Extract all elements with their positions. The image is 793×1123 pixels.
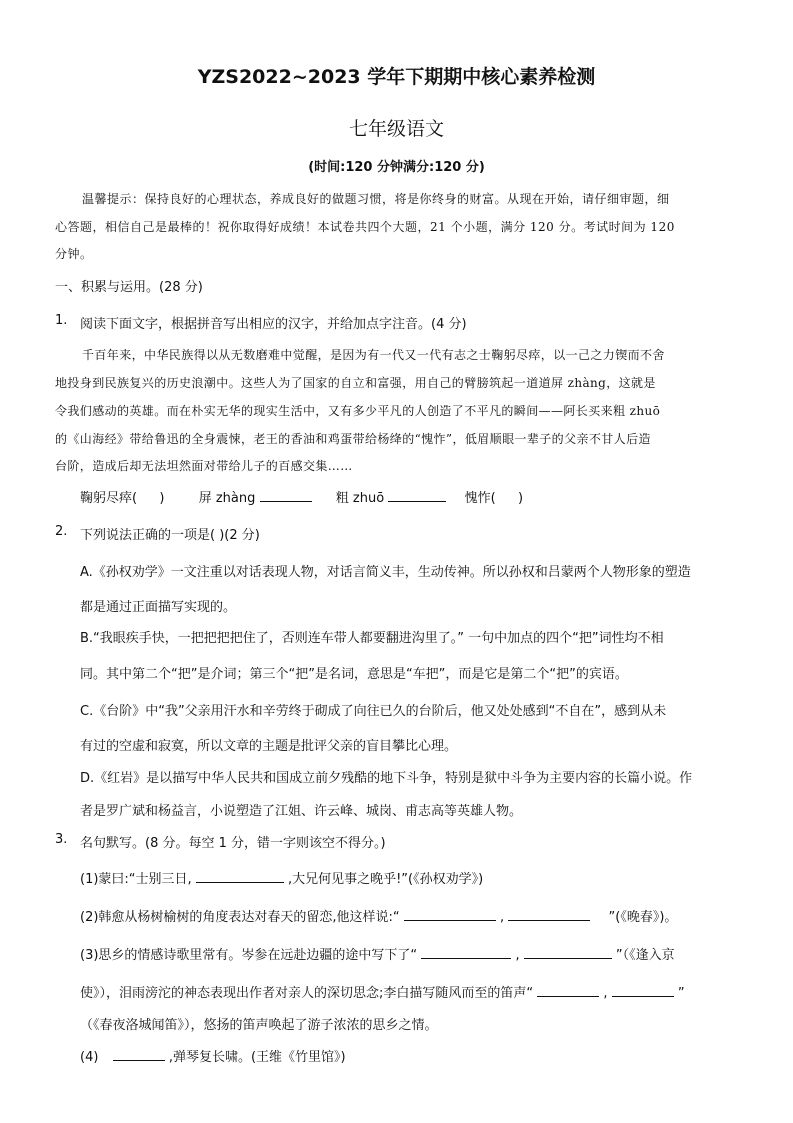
q3-prompt: 名句默写。(8 分。每空 1 分，错一字则该空不得分。): [80, 836, 386, 851]
q3-s3-quote-close: ”: [677, 986, 685, 1001]
q2-number: 2.: [55, 524, 68, 539]
q3-s3-text: (3)思乡的情感诗歌里常有。岑参在远赴边疆的途中写下了“: [80, 948, 418, 963]
notice-line-1: 温馨提示：保持良好的心理状态，养成良好的做题习惯，将是你终身的财富。从现在开始，请仔细审题，细: [82, 192, 670, 206]
q3-number: 3.: [55, 832, 68, 847]
q1-answer-row: [80, 487, 523, 506]
q3-sentence-4: [80, 1046, 346, 1065]
q2-option-d-cont: 者是罗广斌和杨益言，小说塑造了江姐、许云峰、城岗、甫志高等英雄人物。: [80, 804, 523, 819]
q1-item-d-close: ): [517, 491, 524, 506]
q3-s1-text: (1)蒙曰:“士别三日,: [80, 872, 192, 887]
q3-s3-source: ”（《逢入京: [615, 948, 675, 963]
q3-s2-source: ”(《晚春》)。: [608, 910, 678, 925]
q3-s3-comma: ,: [515, 948, 520, 963]
q1-number: 1.: [55, 313, 68, 328]
q1-item-a-label: 鞠躬尽瘁(: [80, 491, 138, 506]
q1-item-d-blank[interactable]: [500, 490, 514, 502]
q1-passage-line: 令我们感动的英雄。而在朴实无华的现实生活中，又有多少平凡的人创造了不平凡的瞬间——阿长买来粗 zhuō: [55, 404, 661, 418]
q2-option-b: B.“我眼疾手快，一把把把把住了，否则连车带人都要翻进沟里了。” 一句中加点的四个“把”词性均不相: [80, 631, 664, 646]
q1-item-a-close: ): [159, 491, 165, 506]
q3-s4-blank[interactable]: [113, 1048, 165, 1061]
notice-line-3: 分钟。: [55, 247, 93, 261]
q3-s3-blank-4[interactable]: [612, 984, 674, 997]
q1-passage-line: 的《山海经》带给鲁迅的全身震悚，老王的香油和鸡蛋带给杨绛的“愧怍”，低眉顺眼一辈子的父亲不甘人后造: [55, 432, 651, 446]
q1-passage-line: 台阶，造成后却无法坦然面对带给儿子的百感交集……: [55, 459, 353, 473]
q3-s2-blank-2[interactable]: [508, 908, 590, 921]
time-info: (时间:120 分钟满分:120 分): [308, 160, 485, 175]
q2-option-c: C.《台阶》中“我”父亲用汗水和辛劳终于砌成了向往已久的台阶后，他又处处感到“不自在”，感到从未: [80, 704, 667, 719]
section-heading: 一、积累与运用。(28 分): [55, 280, 203, 295]
q1-passage-line: 地投身到民族复兴的历史浪潮中。这些人为了国家的自立和富强，用自己的臂膀筑起一道道屏 zhàng，这就是: [55, 376, 656, 390]
q3-s1-blank[interactable]: [196, 870, 284, 883]
q3-s1-source: ,大兄何见事之晚乎!”(《孙权劝学》): [287, 872, 484, 887]
q3-s2-blank-1[interactable]: [404, 908, 496, 921]
q1-item-c-label: 粗 zhuō: [335, 491, 385, 506]
q1-item-d-label: 愧怍(: [464, 491, 496, 506]
q3-sentence-3-line-1: [80, 944, 675, 963]
exam-title: YZS2022~2023 学年下期期中核心素养检测: [197, 66, 596, 88]
q3-s3-blank-1[interactable]: [421, 946, 511, 959]
q1-passage-line: 千百年来，中华民族得以从无数磨难中觉醒，是因为有一代又一代有志之士鞠躬尽瘁，以一己之力锲而不舍: [82, 348, 665, 362]
q3-s2-comma: ,: [499, 910, 505, 925]
q3-s2-text: (2)韩愈从杨树榆树的角度表达对春天的留恋,他这样说:“: [80, 910, 400, 925]
q1-item-c-blank[interactable]: [388, 489, 446, 502]
q2-option-c-cont: 有过的空虚和寂寞，所以文章的主题是批评父亲的盲目攀比心理。: [80, 739, 458, 754]
q3-s4-text: ,弹琴复长啸。(王维《竹里馆》): [168, 1050, 346, 1065]
q2-option-a-cont: 都是通过正面描写实现的。: [80, 600, 237, 615]
q3-sentence-3-line-2: [80, 982, 685, 1001]
exam-subtitle: 七年级语文: [348, 118, 444, 140]
q3-s3-text-2: 使》），泪雨滂沱的神态表现出作者对亲人的深切思念;李白描写随风而至的笛声“: [80, 986, 534, 1001]
q2-option-a: A.《孙权劝学》一文注重以对话表现人物，对话言简义丰，生动传神。所以孙权和吕蒙两个人物形象的塑造: [80, 565, 691, 580]
q1-item-b-label: 屏 zhàng: [198, 491, 256, 506]
q1-prompt: 阅读下面文字，根据拼音写出相应的汉字，并给加点字注音。(4 分): [80, 317, 467, 332]
notice-line-2: 心答题，相信自己是最棒的！祝你取得好成绩！本试卷共四个大题，21 个小题，满分 120 分。考试时间为 120: [55, 220, 675, 234]
q3-s4-number: (4): [80, 1050, 99, 1065]
q3-sentence-2: [80, 906, 677, 925]
q3-s3-blank-2[interactable]: [524, 946, 612, 959]
q3-sentence-3-line-3: （《春夜洛城闻笛》），悠扬的笛声唤起了游子浓浓的思乡之情。: [80, 1018, 438, 1033]
q3-s3-comma-2: ,: [603, 986, 608, 1001]
q1-item-b-blank[interactable]: [260, 489, 312, 502]
q3-s3-blank-3[interactable]: [537, 984, 599, 997]
q1-item-a-blank[interactable]: [141, 490, 155, 502]
q2-option-b-cont: 同。其中第二个“把”是介词；第三个“把”是名词，意思是“车把”，而是它是第二个“把”的宾语。: [80, 667, 628, 682]
q3-sentence-1: [80, 868, 483, 887]
q2-prompt: 下列说法正确的一项是( )(2 分): [80, 528, 260, 543]
q2-option-d: D.《红岩》是以描写中华人民共和国成立前夕残酷的地下斗争，特别是狱中斗争为主要内容的长篇小说。作: [80, 771, 693, 786]
